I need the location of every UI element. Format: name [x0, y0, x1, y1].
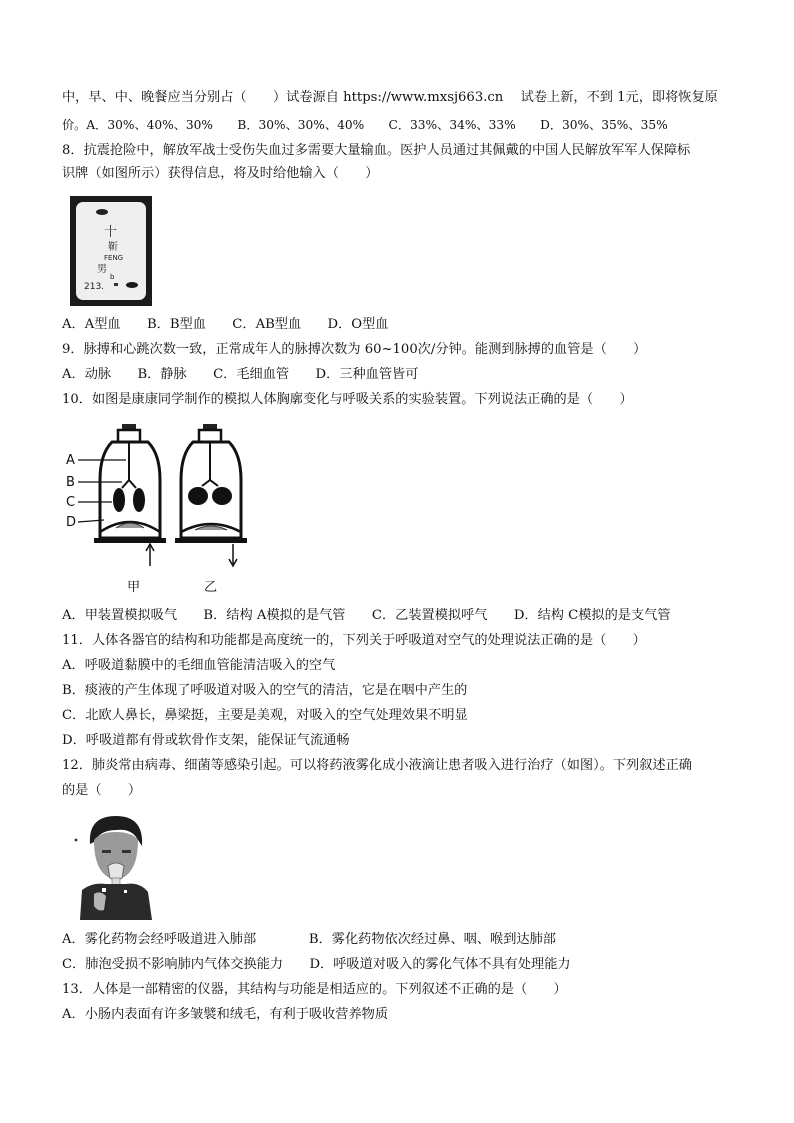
question-13: 13．人体是一部精密的仪器，其结构与功能是相适应的。下列叙述不正确的是（ ）	[62, 982, 567, 997]
dog-tag-sex: 男	[97, 264, 107, 275]
question-10-options: A．甲装置模拟吸气 B．结构 A模拟的是气管 C．乙装置模拟呼气 D．结构 C模拟的是支气管	[62, 608, 671, 623]
question-9: 9．脉搏和心跳次数一致，正常成年人的脉搏次数为 60~100次/分钟。能测到脉搏的血管是（ ）	[62, 342, 647, 357]
nebulizer-mask	[108, 863, 124, 880]
label-c: C	[66, 495, 76, 510]
question-10: 10．如图是康康同学制作的模拟人体胸廓变化与呼吸关系的实验装置。下列说法正确的是（ ）	[62, 392, 633, 407]
dog-tag-blood-type: b	[110, 273, 115, 281]
dog-tag-hole	[96, 209, 108, 215]
question-8-line-1: 8．抗震抢险中，解放军战士受伤失血过多需要大量输血。医护人员通过其佩戴的中国人民解放军军人保障标	[62, 143, 691, 158]
label-a: A	[66, 453, 75, 468]
question-8-line-2: 识牌（如图所示）获得信息，将及时给他输入（ ）	[62, 166, 379, 181]
question-8-options: A．A型血 B．B型血 C．AB型血 D．O型血	[62, 317, 389, 332]
jar-yi	[175, 424, 247, 566]
caption-jia: 甲	[127, 580, 141, 595]
question-13-option-a: A．小肠内表面有许多皱襞和绒毛，有利于吸收营养物质	[62, 1007, 389, 1022]
label-d: D	[66, 515, 77, 530]
nebulizer-child-photo	[72, 810, 154, 920]
question-11-option-a: A．呼吸道黏膜中的毛细血管能清洁吸入的空气	[62, 658, 336, 673]
question-11: 11．人体各器官的结构和功能都是高度统一的，下列关于呼吸道对空气的处理说法正确的是（ ）	[62, 633, 646, 648]
question-12-line-2: 的是（ ）	[62, 783, 142, 798]
question-12-options-a-b: A．雾化药物会经呼吸道进入肺部 B．雾化药物依次经过鼻、咽、喉到达肺部	[62, 932, 556, 947]
dog-tag-number: 213.	[84, 282, 105, 292]
caption-yi: 乙	[204, 580, 218, 595]
question-12-line-1: 12．肺炎常由病毒、细菌等感染引起。可以将药液雾化成小液滴让患者吸入进行治疗（如图）。下列叙述正确	[62, 758, 692, 773]
dog-tag-pinyin: FENG	[104, 254, 124, 262]
dog-tag-smudge	[126, 282, 138, 288]
question-9-options: A．动脉 B．静脉 C．毛细血管 D．三种血管皆可	[62, 367, 419, 382]
dog-tag-name: 靳	[108, 242, 118, 253]
label-b: B	[66, 475, 75, 490]
child-hand	[94, 892, 106, 910]
question-11-option-b: B．痰液的产生体现了呼吸道对吸入的空气的清洁，它是在咽中产生的	[62, 683, 468, 698]
text-line-1: 中，早、中、晚餐应当分别占（ ）试卷源自 https://www.mxsj663.cn 试卷上新，不到 1元，即将恢复原	[62, 90, 718, 105]
question-12-options-c-d: C．肺泡受损不影响肺内气体交换能力 D．呼吸道对吸入的雾化气体不具有处理能力	[62, 957, 571, 972]
bell-jar-apparatus-figure	[64, 420, 264, 600]
text-line-2-q7-options: 价。A．30%、40%、30% B．30%、30%、40% C．33%、34%、33% D．30%、35%、35%	[62, 118, 668, 132]
dog-tag-dot	[114, 283, 118, 286]
question-11-option-c: C．北欧人鼻长，鼻梁挺，主要是美观，对吸入的空气处理效果不明显	[62, 708, 468, 723]
jar-jia	[94, 424, 166, 566]
question-11-option-d: D．呼吸道都有骨或软骨作支架，能保证气流通畅	[62, 733, 350, 748]
child-body	[80, 884, 152, 920]
dog-tag-mark: 十	[104, 225, 118, 240]
dog-tag-figure	[70, 196, 152, 306]
